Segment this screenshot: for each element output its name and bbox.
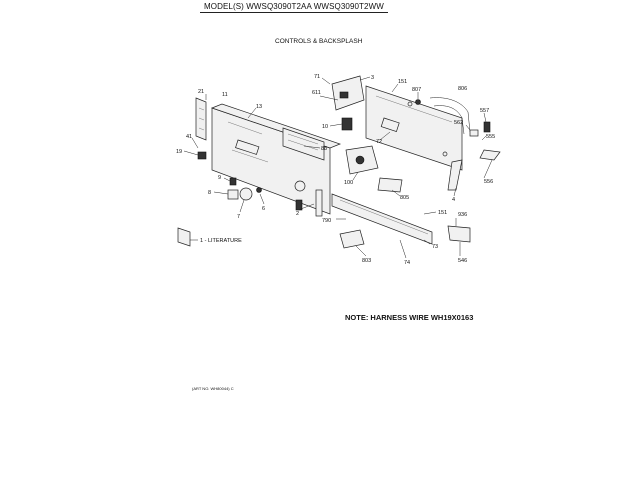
callout-21: 21 [198, 89, 205, 95]
callout-7: 7 [237, 214, 241, 220]
literature-booklet [178, 228, 190, 246]
callout-4: 4 [452, 197, 456, 203]
callout-72: 72 [376, 139, 383, 145]
literature-label: 1 - LITERATURE [200, 238, 242, 244]
callout-151: 151 [398, 79, 408, 85]
model-line: MODEL(S) WWSQ3090T2AA WWSQ3090T2WW [200, 2, 388, 13]
callout-555: 555 [486, 134, 496, 140]
part-936 [448, 226, 470, 242]
trim-detail [340, 200, 428, 234]
callout-6: 6 [262, 206, 266, 212]
callout-74: 74 [404, 260, 411, 266]
callout-790: 790 [322, 218, 332, 224]
panel-switch [296, 200, 302, 210]
callout-9: 9 [218, 175, 222, 181]
panel-knob-hole [295, 181, 305, 191]
callout-546: 546 [458, 258, 468, 264]
callout-611: 611 [312, 90, 321, 96]
part-805 [378, 178, 402, 192]
callout-71: 71 [314, 74, 321, 80]
callout-3: 3 [371, 75, 375, 81]
callout-803: 803 [362, 258, 372, 264]
part-562 [470, 130, 478, 136]
callout-100: 100 [344, 180, 354, 186]
backsplash-hole [443, 152, 447, 156]
callout-8: 8 [208, 190, 212, 196]
part-803 [340, 230, 364, 248]
callout-13: 13 [256, 104, 263, 110]
section-title: CONTROLS & BACKSPLASH [275, 38, 363, 45]
callout-41: 41 [186, 134, 193, 140]
pressure-switch [342, 118, 352, 130]
backsplash-hole [408, 102, 412, 106]
callout-10: 10 [322, 124, 329, 130]
callout-73: 73 [432, 244, 439, 250]
art-number: (ART NO. WH80044) C [192, 386, 234, 391]
callout-88: 88 [321, 146, 328, 152]
part-557 [484, 122, 490, 132]
part-6 [257, 188, 262, 193]
callout-11: 11 [222, 92, 228, 98]
part-9 [230, 178, 236, 185]
callout-805: 805 [400, 195, 410, 201]
knob-7 [240, 188, 252, 200]
callout-151-lower: 151 [438, 210, 448, 216]
end-cap-2 [316, 190, 322, 216]
callout-936: 936 [458, 212, 468, 218]
hose-clamp [416, 100, 421, 105]
callout-557: 557 [480, 108, 490, 114]
callout-806: 806 [458, 86, 468, 92]
timer-dial [356, 156, 364, 164]
callout-562: 562 [454, 120, 464, 126]
callout-807: 807 [412, 87, 422, 93]
callout-19: 19 [176, 149, 183, 155]
callout-2: 2 [296, 211, 300, 217]
harness-note: NOTE: HARNESS WIRE WH19X0163 [345, 313, 474, 322]
knob-19 [198, 152, 206, 159]
bracket-clip [340, 92, 348, 98]
callout-556: 556 [484, 179, 494, 185]
part-8 [228, 190, 238, 199]
part-556 [480, 150, 500, 160]
